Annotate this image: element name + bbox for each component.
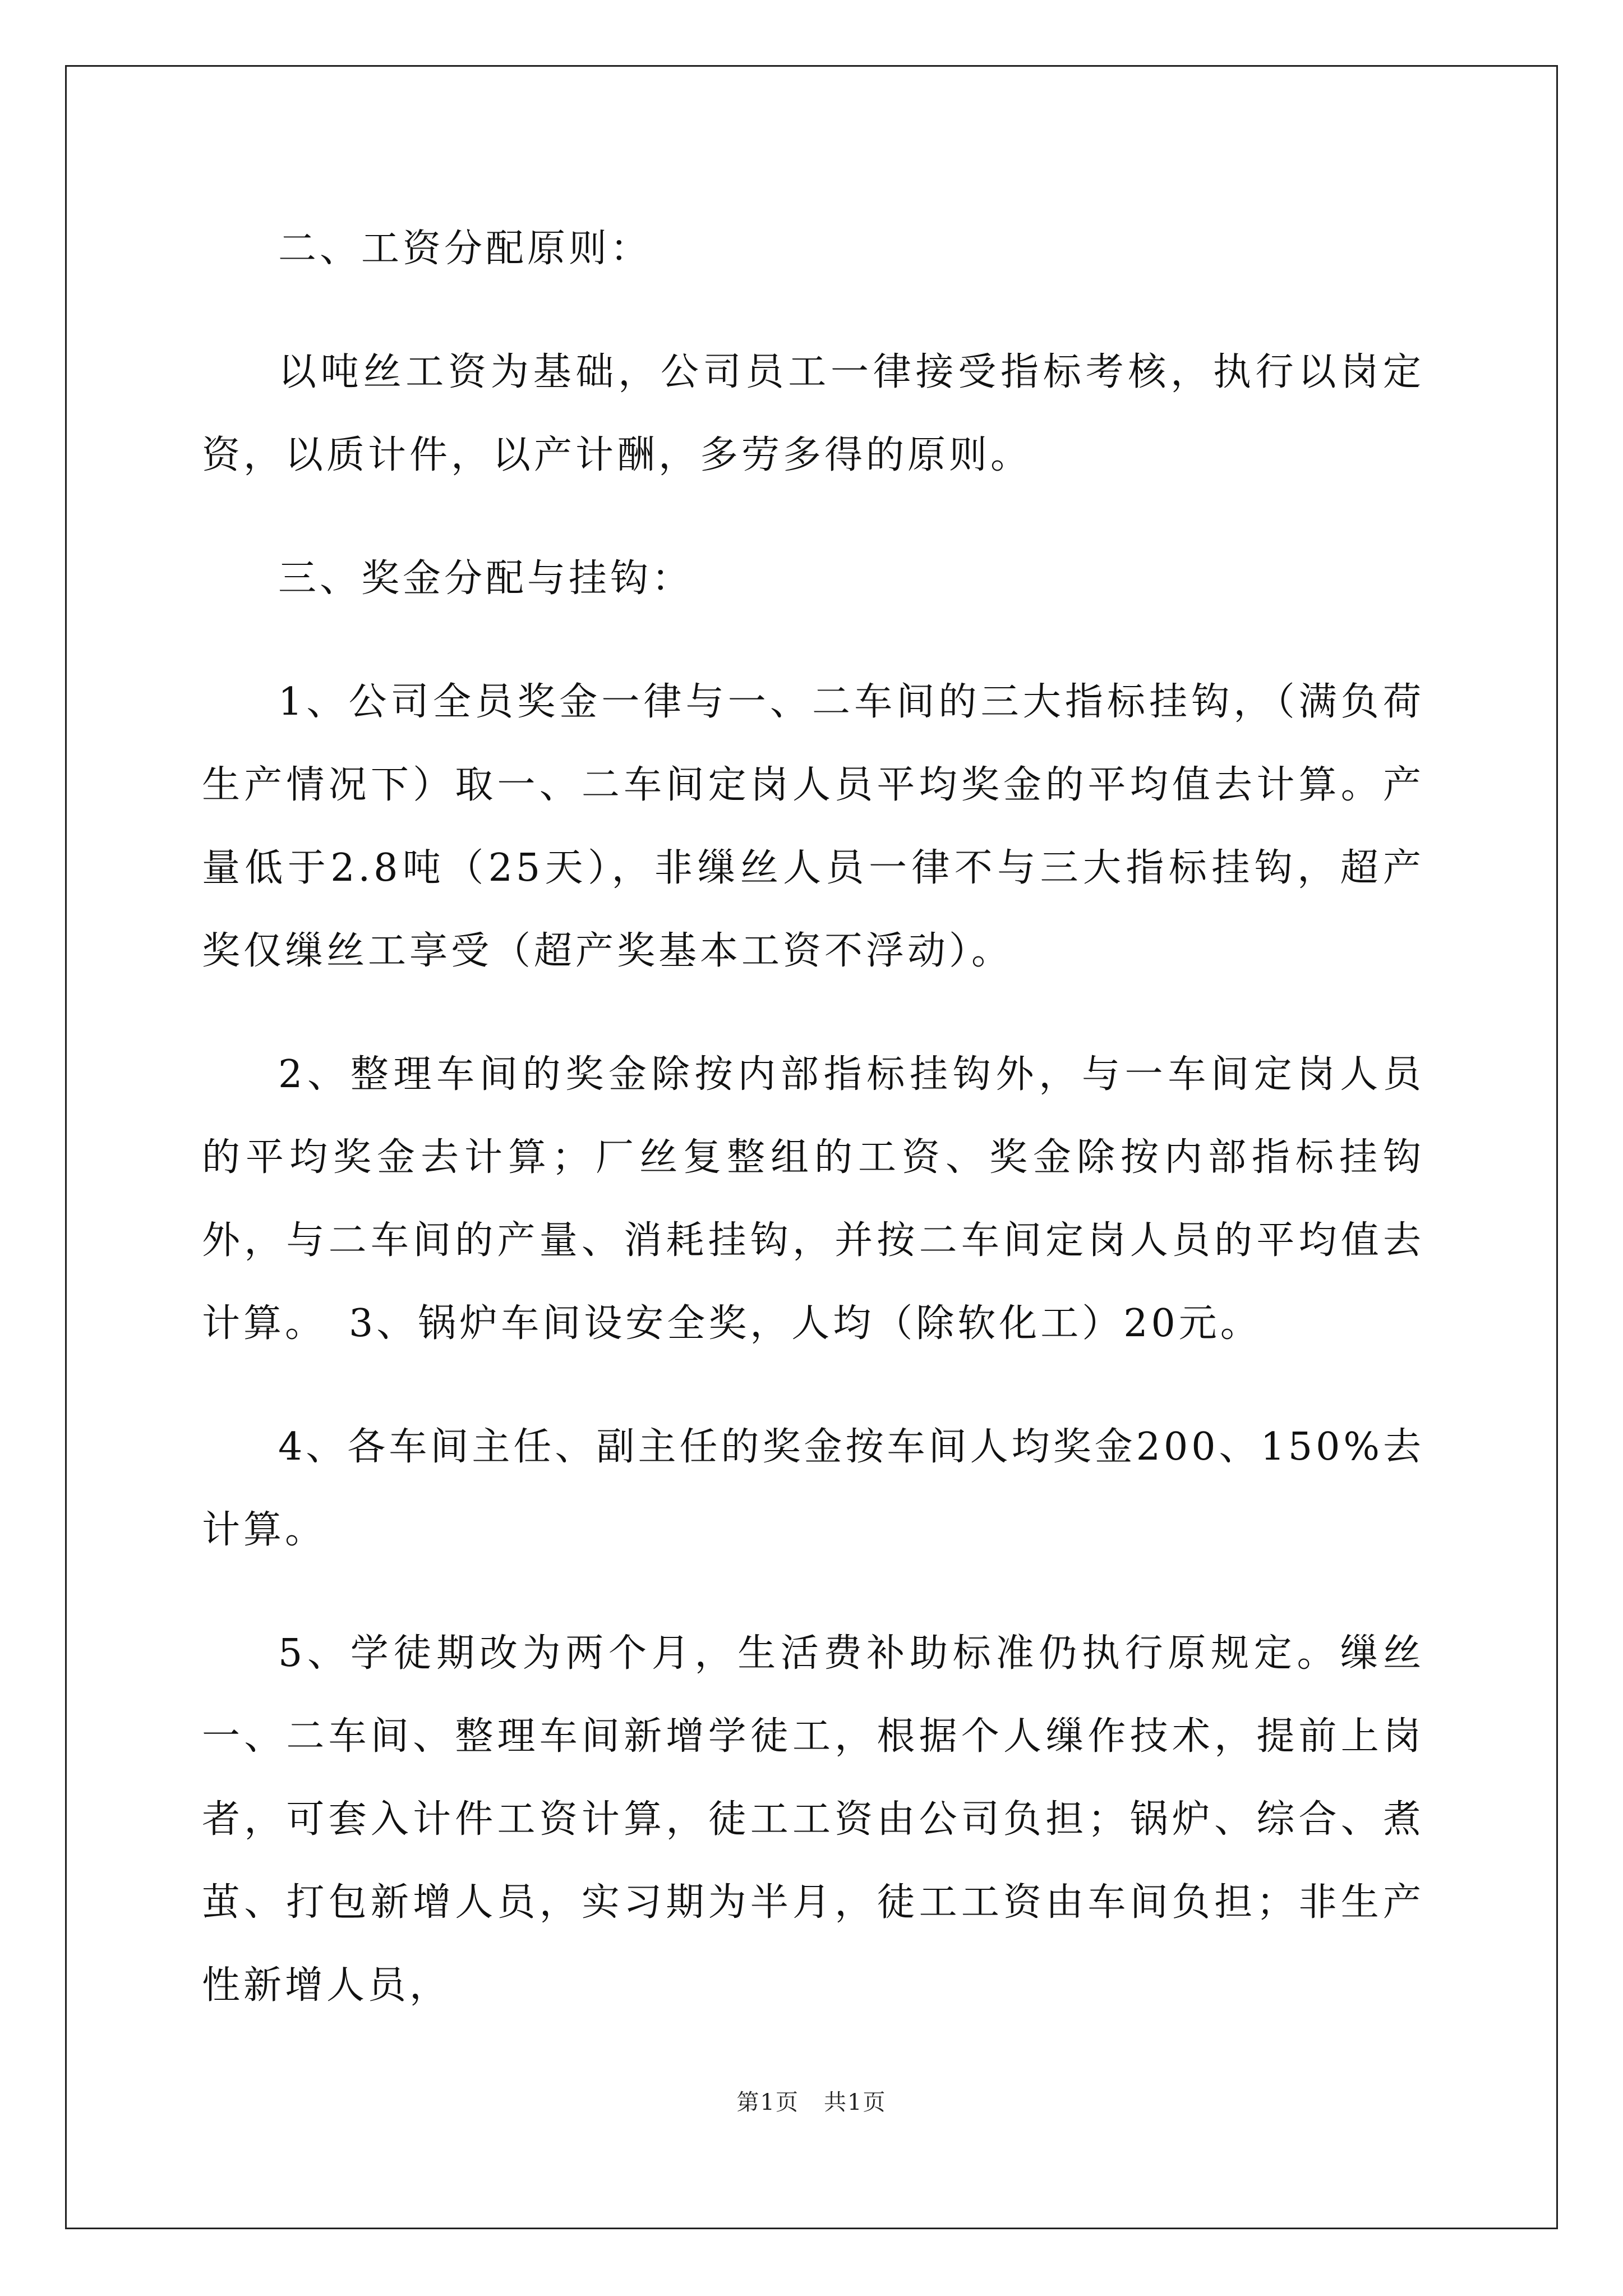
paragraph-wage-basis: 以吨丝工资为基础，公司员工一律接受指标考核，执行以岗定资，以质计件，以产计酬，多劳多得的原则。 [202,350,1424,477]
paragraph-item-5: 5、学徒期改为两个月，生活费补助标准仍执行原规定。缫丝一、二车间、整理车间新增学徒工，根据个人缫作技术，提前上岗者，可套入计件工资计算，徒工工资由公司负担；锅炉、综合、煮茧、打包新增人员，实习期为半月，徒工工资由车间负担；非生产性新增人员， [202,1631,1424,2008]
page-total: 共1页 [824,2090,887,2115]
paragraph-item-4: 4、各车间主任、副主任的奖金按车间人均奖金200、150%去计算。 [202,1425,1424,1552]
section-heading-bonus: 三、奖金分配与挂钩： [278,556,694,601]
paragraph-item-2-3: 2、整理车间的奖金除按内部指标挂钩外，与一车间定岗人员的平均奖金去计算；厂丝复整组的工资、奖金除按内部指标挂钩外，与二车间的产量、消耗挂钩，并按二车间定岗人员的平均值去计算。 3、锅炉车间设安全奖，人均（除软化工）20元。 [202,1052,1424,1346]
paragraph-item-1: 1、公司全员奖金一律与一、二车间的三大指标挂钩，（满负荷生产情况下）取一、二车间定岗人员平均奖金的平均值去计算。产量低于2.8吨（25天），非缫丝人员一律不与三大指标挂钩，超产奖仅缫丝工享受（超产奖基本工资不浮动）。 [202,680,1424,973]
page-number: 第1页 [736,2090,799,2115]
document-body [202,208,1424,2027]
page-footer [0,2085,1623,2116]
section-heading-wage-principle: 二、工资分配原则： [278,227,652,271]
